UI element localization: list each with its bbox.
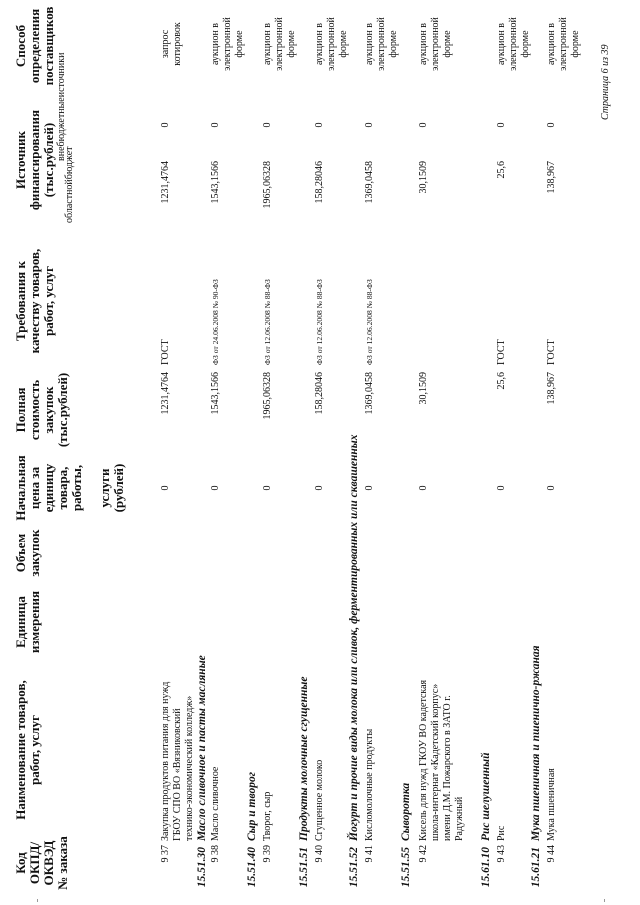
section-code: 15.51.52 — [348, 847, 360, 888]
header-price — [14, 454, 144, 522]
total-cost: 138,967 — [546, 372, 557, 405]
method-line: аукцион в — [364, 22, 375, 66]
procurement-method — [418, 9, 454, 79]
item-name-line: Сгущенное молоко — [314, 759, 325, 841]
quality-requirements: ФЗ от 24.06.2008 № 90-ФЗ — [211, 279, 220, 365]
item-name-line: Масло сливочное — [210, 766, 221, 841]
method-line: форме — [338, 30, 349, 58]
header-unit — [14, 587, 144, 657]
unit-price: 0 — [210, 485, 221, 491]
item-name-line: имени Д.М. Пожарского в ЗАТО г. — [442, 695, 453, 841]
header-funding — [14, 90, 144, 230]
section-name: Рис шелушенный — [480, 752, 492, 841]
header-line: Источник — [13, 130, 28, 190]
row-number: 9 38 — [210, 845, 221, 863]
header-funding-extra — [56, 52, 67, 161]
quality-requirements: ФЗ от 12.06.2008 № 88-ФЗ — [263, 279, 272, 365]
item-name — [496, 665, 508, 841]
funding-extra: 0 — [262, 122, 273, 128]
header-code — [14, 835, 144, 891]
item-name-line: Кисломолочные продукты — [364, 728, 375, 841]
section-name: Сыворотка — [400, 782, 412, 841]
header-line: (тыс.рублей) — [55, 372, 70, 448]
method-line: форме — [520, 30, 531, 58]
quality-requirements: ФЗ от 12.06.2008 № 88-ФЗ — [315, 279, 324, 365]
section-code: 15.61.21 — [530, 847, 542, 888]
method-line: электронной — [430, 17, 441, 71]
item-name — [314, 665, 326, 841]
item-name-line: Закупка продуктов питания для нужд — [160, 681, 171, 841]
unit-price: 0 — [262, 485, 273, 491]
header-line: закупок — [41, 386, 56, 434]
funding-regional: 1543,1566 — [210, 161, 221, 204]
procurement-method — [496, 9, 532, 79]
method-line: электронной — [326, 17, 337, 71]
header-line: Начальная — [13, 455, 28, 521]
method-line: аукцион в — [262, 22, 273, 66]
procurement-method — [364, 9, 400, 79]
item-name — [210, 665, 222, 841]
item-name — [160, 665, 196, 841]
header-line: областной — [64, 179, 75, 223]
page-number: Страница 6 из 39 — [600, 44, 611, 120]
procurement-method — [314, 9, 350, 79]
procurement-method — [262, 9, 298, 79]
procurement-method — [160, 9, 184, 79]
section-code: 15.51.40 — [246, 847, 258, 888]
header-line: Единица — [13, 596, 28, 648]
header-line: ОКВЭД — [41, 840, 56, 886]
funding-regional: 1369,0458 — [364, 161, 375, 204]
header-line: работы, — [69, 464, 84, 512]
item-name-line: Кисель для нужд ГКОУ ВО кадетская — [418, 679, 429, 841]
item-name-line: Радужный — [454, 796, 465, 841]
header-line: (рублей) — [111, 463, 126, 513]
header-line: источники — [56, 52, 67, 98]
row-number: 9 41 — [364, 845, 375, 863]
funding-extra: 0 — [160, 122, 171, 128]
header-line: товара, — [55, 466, 70, 510]
funding-extra: 0 — [496, 122, 507, 128]
method-line: аукцион в — [546, 22, 557, 66]
method-line: форме — [442, 30, 453, 58]
header-line: Объем — [13, 533, 28, 573]
method-line: форме — [388, 30, 399, 58]
header-line: измерения — [27, 590, 42, 654]
row-number: 9 39 — [262, 845, 273, 863]
method-line: форме — [234, 30, 245, 58]
scan-mark — [604, 899, 605, 902]
header-line: (тыс.рублей) — [41, 122, 56, 198]
section-code: 15.51.51 — [298, 847, 310, 888]
total-cost: 158,28046 — [314, 372, 325, 415]
item-name-line: Творог, сыр — [262, 791, 273, 841]
method-line: форме — [286, 30, 297, 58]
item-name — [364, 665, 376, 841]
procurement-method — [210, 9, 246, 79]
row-number: 9 40 — [314, 845, 325, 863]
procurement-method — [546, 9, 582, 79]
funding-extra: 0 — [418, 122, 429, 128]
item-name-line: технико-экономический колледж» — [184, 695, 195, 841]
method-line: аукцион в — [418, 22, 429, 66]
method-line: электронной — [274, 17, 285, 71]
method-line: электронной — [376, 17, 387, 71]
funding-regional: 25,6 — [496, 161, 507, 179]
section-name: Сыр и творог — [246, 772, 258, 841]
method-line: аукцион в — [210, 22, 221, 66]
section-code: 15.51.30 — [196, 847, 208, 888]
funding-extra: 0 — [314, 122, 325, 128]
header-line: стоимость — [27, 379, 42, 441]
funding-regional: 158,28046 — [314, 161, 325, 204]
item-name-line: ГБОУ СПО ВО «Вязниковский — [172, 708, 183, 841]
method-line: запрос — [160, 29, 171, 59]
method-line: электронной — [508, 17, 519, 71]
method-line: форме — [570, 30, 581, 58]
header-funding-regional — [64, 146, 75, 223]
unit-price: 0 — [546, 485, 557, 491]
method-line: электронной — [558, 17, 569, 71]
header-method — [14, 5, 144, 87]
header-line: Требования к — [13, 261, 28, 341]
header-line: Способ — [13, 24, 28, 68]
section-name: Продукты молочные сгущенные — [298, 676, 310, 841]
method-line: аукцион в — [314, 22, 325, 66]
unit-price: 0 — [418, 485, 429, 491]
item-name — [546, 665, 558, 841]
total-cost: 30,1509 — [418, 372, 429, 405]
unit-price: 0 — [314, 485, 325, 491]
funding-extra: 0 — [546, 122, 557, 128]
total-cost: 1965,06328 — [262, 372, 273, 420]
header-line: Наименование товаров, — [13, 680, 28, 820]
header-line: услуги — [97, 468, 112, 508]
row-number: 9 37 — [160, 845, 171, 863]
row-number: 9 44 — [546, 845, 557, 863]
funding-extra: 0 — [364, 122, 375, 128]
header-line: закупок — [27, 529, 42, 577]
scan-mark — [37, 899, 38, 902]
row-number: 9 43 — [496, 845, 507, 863]
quality-requirements: ГОСТ — [496, 339, 507, 365]
unit-price: 0 — [160, 485, 171, 491]
total-cost: 1231,4764 — [160, 372, 171, 415]
quality-requirements: ФЗ от 12.06.2008 № 88-ФЗ — [365, 279, 374, 365]
header-total — [14, 370, 144, 450]
row-number: 9 42 — [418, 845, 429, 863]
total-cost: 25,6 — [496, 372, 507, 390]
quality-requirements: ГОСТ — [160, 339, 171, 365]
header-line: определения — [27, 8, 42, 84]
section-name: Йогурт и прочие виды молока или сливок, ферментированных или сквашенных — [348, 434, 360, 841]
method-line: аукцион в — [496, 22, 507, 66]
item-name-line: Рис — [496, 825, 507, 841]
funding-regional: 30,1509 — [418, 161, 429, 194]
header-line: Код — [13, 852, 28, 874]
total-cost: 1369,0458 — [364, 372, 375, 415]
header-line: Полная — [13, 387, 28, 433]
item-name — [262, 665, 274, 841]
section-name: Масло сливочное и пасты масляные — [196, 655, 208, 841]
quality-requirements: ГОСТ — [546, 339, 557, 365]
funding-extra: 0 — [210, 122, 221, 128]
header-line: единицу — [41, 463, 56, 513]
unit-price: 0 — [496, 485, 507, 491]
funding-regional: 1965,06328 — [262, 161, 273, 209]
header-line: работ, услуг — [41, 266, 56, 336]
section-code: 15.51.55 — [400, 847, 412, 888]
item-name-line: школа-интернат «Кадетский корпус» — [430, 683, 441, 841]
header-volume — [14, 523, 144, 583]
header-line: цена за — [27, 466, 42, 510]
funding-regional: 1231,4764 — [160, 161, 171, 204]
header-line: бюджет — [64, 146, 75, 180]
section-code: 15.61.10 — [480, 847, 492, 888]
header-requirements — [14, 237, 144, 365]
section-name: Мука пшеничная и пшенично-ржаная — [530, 645, 542, 841]
header-line: № заказа — [55, 836, 70, 890]
unit-price: 0 — [364, 485, 375, 491]
header-line: поставщиков — [41, 6, 56, 86]
header-line: финансирования — [27, 109, 42, 211]
item-name-line: Мука пшеничная — [546, 768, 557, 841]
header-line: работ, услуг — [27, 715, 42, 785]
header-line: качеству товаров, — [27, 248, 42, 354]
header-line: ОКПД/ — [27, 841, 42, 885]
header-line: внебюджетные — [56, 97, 67, 161]
header-name — [14, 665, 144, 835]
method-line: электронной — [222, 17, 233, 71]
header-line — [84, 455, 98, 520]
method-line: котировок — [172, 22, 183, 66]
total-cost: 1543,1566 — [210, 372, 221, 415]
funding-regional: 138,967 — [546, 161, 557, 194]
item-name — [418, 665, 466, 841]
